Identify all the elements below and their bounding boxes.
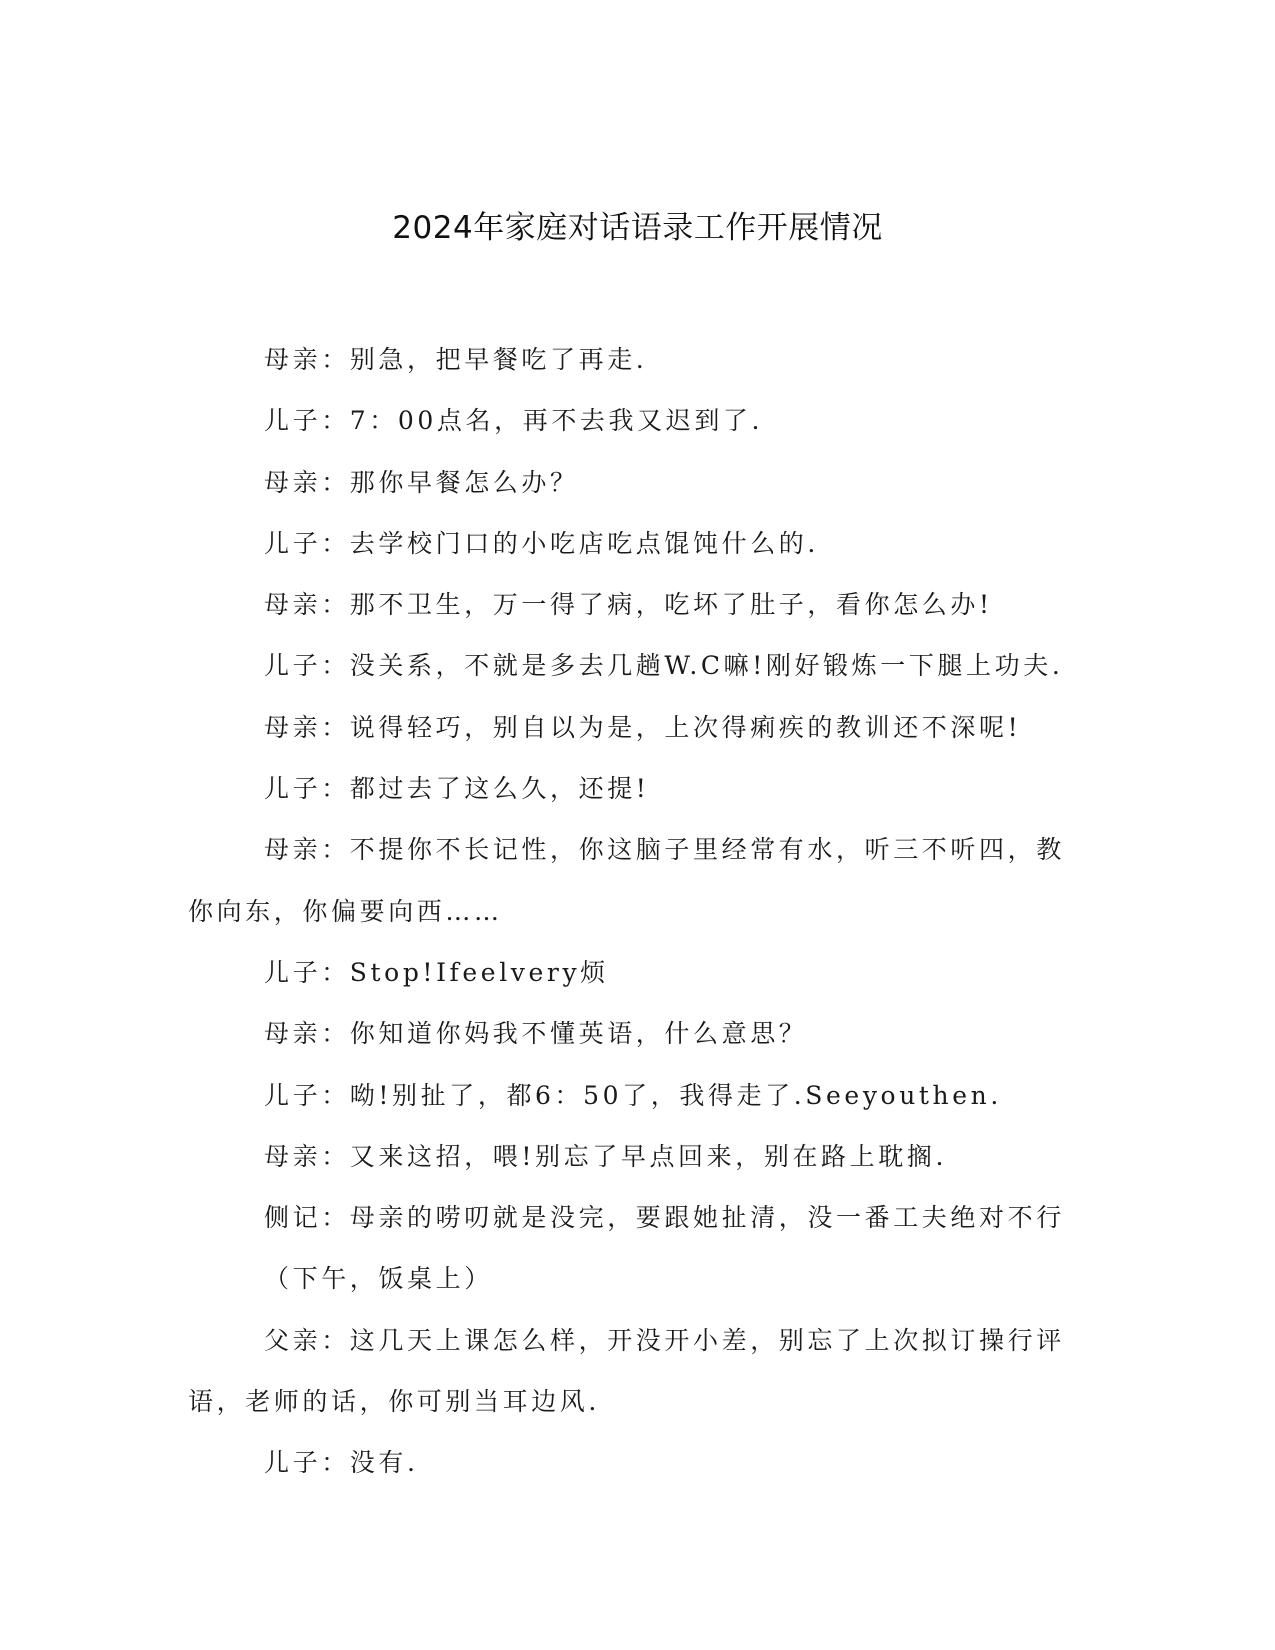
paragraph: 侧记：母亲的唠叨就是没完，要跟她扯清，没一番工夫绝对不行 [264, 1203, 1065, 1233]
paragraph: 母亲：说得轻巧，别自以为是，上次得痢疾的教训还不深呢! [264, 712, 1022, 742]
paragraph: 母亲：不提你不长记性，你这脑子里经常有水，听三不听四，教你向东，你偏要向西…… [188, 835, 1065, 926]
paragraph: 儿子：Stop!Ifeelvery烦 [264, 957, 609, 987]
paragraph: 儿子：呦!别扯了，都6：50了，我得走了.Seeyouthen. [264, 1080, 1002, 1110]
paragraph: 母亲：你知道你妈我不懂英语，什么意思？ [264, 1019, 808, 1049]
paragraph: 母亲：那你早餐怎么办？ [264, 467, 579, 497]
paragraph: 儿子：没有. [264, 1448, 419, 1478]
document-title: 2024年家庭对话语录工作开展情况 [392, 210, 883, 246]
paragraph: （下午，饭桌上） [264, 1264, 493, 1294]
paragraph: 儿子：没关系，不就是多去几趟W.C嘛!刚好锻炼一下腿上功夫. [264, 651, 1064, 681]
paragraph: 儿子：都过去了这么久，还提! [264, 774, 650, 804]
document-body [188, 329, 1074, 1494]
paragraph: 儿子：去学校门口的小吃店吃点馄饨什么的. [264, 528, 819, 558]
paragraph: 父亲：这几天上课怎么样，开没开小差，别忘了上次拟订操行评语，老师的话，你可别当耳边风. [188, 1325, 1065, 1417]
paragraph: 母亲：别急，把早餐吃了再走. [264, 345, 648, 374]
paragraph: 儿子：7：00点名，再不去我又迟到了. [264, 406, 764, 436]
paragraph: 母亲：又来这招，喂!别忘了早点回来，别在路上耽搁. [264, 1141, 947, 1171]
paragraph: 母亲：那不卫生，万一得了病，吃坏了肚子，看你怎么办! [264, 590, 993, 620]
